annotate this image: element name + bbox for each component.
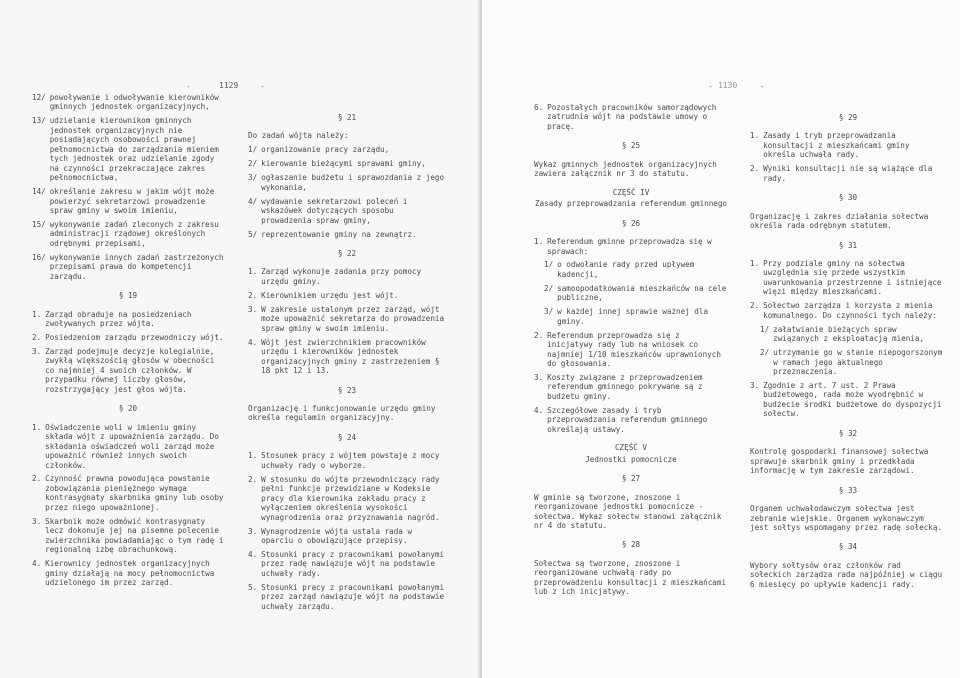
item-number: 1. bbox=[248, 451, 258, 461]
item-text: wykonywanie zadań zleconych z zakresu administracji rządowej określonych odrębnymi przepisami, bbox=[49, 219, 219, 248]
item-text: Stosunki pracy z pracownikami powołanymi przez radę nawiązuje wójt na podstawie uchwały rady. bbox=[261, 549, 445, 578]
item-number: 1. bbox=[32, 422, 42, 432]
item-number: 1. bbox=[248, 267, 258, 277]
text-column-2 bbox=[750, 103, 946, 594]
section-marker: § 30 bbox=[838, 193, 858, 203]
page-dash-left: - bbox=[708, 82, 713, 91]
list-item bbox=[750, 164, 946, 183]
item-text: Kierownikiem urzędu jest wójt. bbox=[261, 290, 399, 300]
section-marker: § 33 bbox=[838, 485, 858, 495]
item-text: W zakresie ustalonym przez zarząd, wójt może upoważnić sekretarza do prowadzenia spraw gminy w swoim imieniu. bbox=[261, 304, 445, 333]
list-item bbox=[248, 197, 446, 225]
list-item bbox=[534, 373, 728, 401]
part-subheading: Jednostki pomocnicze bbox=[585, 454, 677, 464]
list-item bbox=[248, 291, 446, 300]
list-item bbox=[32, 517, 224, 555]
item-number: 2. bbox=[248, 290, 258, 300]
list-subitem bbox=[544, 307, 728, 326]
section-marker: § 25 bbox=[621, 141, 641, 151]
item-text: Kierownicy jednostek organizacyjnych gminy działają na mocy pełnomocnictwa udzielonego im przez zarząd. bbox=[45, 559, 215, 587]
item-text: o odwołanie rady przed upływem kadencji, bbox=[557, 260, 695, 279]
part-subheading: Zasady przeprowadzania referendum gminnego bbox=[534, 199, 728, 209]
item-number: 4. bbox=[534, 405, 544, 415]
item-text: w każdej innej sprawie ważnej dla gminy. bbox=[557, 307, 709, 326]
list-item bbox=[248, 159, 446, 168]
section-marker: § 27 bbox=[621, 474, 641, 484]
item-text: Zarząd obraduje na posiedzeniach zwoływanych przez wójta. bbox=[45, 309, 192, 329]
list-item bbox=[248, 173, 446, 192]
list-item bbox=[32, 559, 224, 587]
page-dash-left: - bbox=[186, 82, 191, 91]
paragraph: Kontrolę gospodarki finansowej sołectwa sprawuje skarbnik gminy i przedkłada informację w tym zakresie zarządowi. bbox=[750, 447, 929, 476]
item-text: powoływanie i odwoływanie kierowników gminnych jednostek organizacyjnych, bbox=[49, 93, 219, 112]
item-number: 4. bbox=[248, 337, 258, 347]
paragraph: W gminie są tworzone, znoszone i reorganizowane jednostki pomocnicze - sołectwa. Wykaz sołectw stanowi załącznik nr 4 do statutu. bbox=[534, 492, 722, 530]
item-text: Szczegółowe zasady i tryb przeprowadzania referendum gminnego określają ustawy. bbox=[547, 405, 708, 434]
item-number: 14/ bbox=[32, 187, 46, 197]
item-text: ogłaszanie budżetu i sprawozdania z jego wykonania, bbox=[261, 173, 445, 192]
item-text: Pozostałych pracowników samorządowych zatrudnia wójt na podstawie umowy o pracę. bbox=[547, 103, 717, 131]
item-number: 1. bbox=[750, 131, 760, 141]
paragraph: Wykaz gminnych jednostek organizacyjnych zawiera załącznik nr 3 do statutu. bbox=[534, 159, 717, 179]
list-item bbox=[750, 381, 946, 419]
text-column-1 bbox=[32, 93, 224, 592]
paragraph: Do zadań wójta należy: bbox=[248, 131, 349, 141]
text-column-1 bbox=[534, 103, 728, 601]
paragraph: Organem uchwałodawczym sołectwa jest zebranie wiejskie. Organem wykonawczym jest sołtys wspomagany przez radę sołecką. bbox=[750, 504, 943, 532]
list-item bbox=[750, 131, 946, 159]
list-item bbox=[248, 267, 446, 286]
item-number: 3/ bbox=[248, 173, 258, 183]
item-number: 5. bbox=[248, 582, 258, 592]
item-number: 2. bbox=[750, 164, 760, 174]
item-text: Referendum przeprowadza się z inicjatywy rady lub na wniosek co najmniej 1/10 mieszkańców uprawnionych do głosowania. bbox=[547, 330, 721, 369]
list-item bbox=[32, 187, 224, 215]
list-item bbox=[534, 237, 728, 256]
text-column-2 bbox=[248, 103, 446, 616]
item-text: reprezentowanie gminy na zewnątrz. bbox=[261, 229, 417, 239]
section-marker: § 23 bbox=[337, 385, 357, 395]
list-item bbox=[248, 527, 446, 546]
list-item bbox=[32, 474, 224, 512]
section-marker: § 19 bbox=[118, 291, 138, 301]
list-item bbox=[534, 331, 728, 369]
item-number: 1/ bbox=[248, 145, 258, 155]
item-text: samoopodatkowania mieszkańców na cele publiczne, bbox=[557, 283, 727, 303]
list-item bbox=[32, 310, 224, 329]
item-number: 2/ bbox=[544, 283, 554, 293]
section-marker: § 28 bbox=[621, 540, 641, 550]
item-text: organizowanie pracy zarządu, bbox=[261, 145, 390, 155]
item-text: Posiedzeniom zarządu przewodniczy wójt. bbox=[45, 333, 224, 343]
part-heading: CZĘŚĆ IV bbox=[612, 187, 650, 197]
page-number: 1129 bbox=[219, 81, 239, 90]
list-item bbox=[248, 230, 446, 239]
item-text: Skarbnik może odmówić kontrasygnaty lecz dokonuje jej na pisemne polecenie zwierzchnika powiadamiając o tym radę i regionalną izbę obrachunkową. bbox=[45, 516, 224, 555]
section-marker: § 22 bbox=[337, 249, 357, 259]
item-text: Zgodnie z art. 7 ust. 2 Prawa budżetowego, rada może wyodrębnić w budżecie środki budżetowe do dyspozycji sołectw. bbox=[763, 381, 942, 419]
item-text: Zasady i tryb przeprowadzania konsultacji z mieszkańcami gminy określa uchwała rady. bbox=[763, 131, 910, 160]
item-number: 13/ bbox=[32, 116, 46, 126]
page-dash-right: - bbox=[760, 82, 765, 91]
item-number: 3. bbox=[534, 373, 544, 383]
item-number: 3. bbox=[750, 381, 760, 391]
list-item bbox=[32, 116, 224, 182]
item-number: 2/ bbox=[760, 348, 770, 358]
section-marker: § 21 bbox=[337, 113, 357, 122]
item-number: 1. bbox=[750, 259, 760, 269]
paragraph: Organizację i funkcjonowanie urzędu gminy określa regulamin organizacyjny. bbox=[248, 403, 436, 423]
part-heading: CZĘŚĆ V bbox=[614, 443, 647, 453]
item-number: 2. bbox=[750, 301, 760, 311]
list-item bbox=[248, 305, 446, 333]
item-text: kierowanie bieżącymi sprawami gminy, bbox=[261, 159, 426, 169]
item-number: 3. bbox=[248, 304, 258, 314]
item-number: 1/ bbox=[544, 260, 554, 270]
right-page bbox=[482, 0, 960, 678]
item-number: 2. bbox=[32, 474, 42, 484]
section-marker: § 26 bbox=[621, 218, 641, 228]
item-text: określanie zakresu w jakim wójt może powierzyć sekretarzowi prowadzenie spraw gminy w swoim imieniu, bbox=[49, 187, 215, 215]
item-text: wydawanie sekretarzowi poleceń i wskazówek dotyczących sposobu prowadzenia spraw gminy, bbox=[261, 196, 408, 225]
list-item bbox=[32, 93, 224, 112]
item-text: Stosunek pracy z wójtem powstaje z mocy uchwały rady o wyborze. bbox=[261, 451, 440, 470]
list-subitem bbox=[760, 325, 946, 344]
item-number: 1. bbox=[534, 237, 544, 247]
section-marker: § 20 bbox=[118, 404, 138, 414]
item-text: Stosunki pracy z pracownikami powołanymi przez zarząd nawiązuje wójt na podstawie uchwały zarządu. bbox=[261, 582, 445, 611]
item-text: udzielanie kierownikom gminnych jednostek organizacyjnych nie posiadających osobowości prawnej pełnomocnictwa do zarządzania mieniem tych jednostek oraz udzielanie zgody na czynności przekraczające zakres pełnomocnictwa, bbox=[49, 116, 219, 183]
list-item bbox=[248, 338, 446, 376]
list-item bbox=[750, 301, 946, 320]
section-marker: § 29 bbox=[838, 113, 858, 122]
item-text: Czynność prawna powodująca powstanie zobowiązania pieniężnego wymaga kontrasygnaty skarbnika gminy lub osoby przez niego upoważnionej. bbox=[45, 474, 224, 512]
item-number: 2. bbox=[534, 330, 544, 340]
list-item bbox=[248, 451, 446, 470]
item-number: 4. bbox=[248, 549, 258, 559]
item-text: Przy podziale gminy na sołectwa uwzględnia się przede wszystkim uwarunkowania przestrzenne i istniejące więzi między mieszkańcami. bbox=[763, 259, 942, 297]
item-number: 2/ bbox=[248, 159, 258, 169]
page-dash-right: - bbox=[260, 82, 265, 91]
section-marker: § 32 bbox=[838, 428, 858, 438]
item-text: Wyniki konsultacji nie są wiążące dla rady. bbox=[763, 164, 933, 183]
item-number: 1. bbox=[32, 309, 42, 319]
list-item bbox=[32, 253, 224, 281]
section-marker: § 31 bbox=[838, 240, 858, 250]
item-number: 16/ bbox=[32, 252, 46, 262]
list-item bbox=[248, 475, 446, 522]
list-item bbox=[248, 583, 446, 611]
paragraph: Organizację i zakres działania sołectwa określa rada odrębnym statutem. bbox=[750, 211, 929, 231]
item-text: Zarząd podejmuje decyzje kolegialnie, zwykłą większością głosów w obecności co najmniej 4 swoich członków. W przypadku równej liczby głosów, rozstrzygający jest głos wójta. bbox=[45, 346, 215, 394]
item-number: 6. bbox=[534, 103, 544, 112]
item-text: załatwianie bieżących spraw związanych z eksploatacją mienia, bbox=[773, 324, 925, 344]
list-subitem bbox=[760, 348, 946, 376]
list-item bbox=[32, 220, 224, 248]
item-text: Wójt jest zwierzchnikiem pracowników urzędu i kierowników jednostek organizacyjnych gminy z zastrzeżeniem § 18 pkt 12 i 13. bbox=[261, 337, 440, 376]
item-number: 2. bbox=[32, 333, 42, 343]
list-item bbox=[32, 347, 224, 394]
item-number: 4/ bbox=[248, 196, 258, 206]
section-marker: § 24 bbox=[337, 432, 357, 442]
page-number: 1130 bbox=[718, 81, 738, 90]
item-number: 1/ bbox=[760, 324, 770, 334]
item-text: utrzymanie go w stanie niepogorszonym w ramach jego aktualnego przeznaczenia. bbox=[773, 348, 943, 377]
item-number: 3. bbox=[248, 526, 258, 536]
item-text: wykonywanie innych zadań zastrzeżonych przepisami prawa do kompetencji zarządu. bbox=[49, 252, 224, 281]
item-text: Referendum gminne przeprowadza się w sprawach: bbox=[547, 237, 712, 256]
paragraph: Wybory sołtysów oraz członków rad sołeckich zarządza rada najpóźniej w ciągu 6 miesięcy po upływie kadencji rady. bbox=[750, 560, 943, 589]
item-text: Koszty związane z przeprowadzeniem referendum gminnego pokrywane są z budżetu gminy. bbox=[547, 373, 703, 401]
item-number: 12/ bbox=[32, 93, 46, 102]
item-text: Wynagrodzenie wójta ustala rada w oparciu o obowiązujące przepisy. bbox=[261, 526, 413, 545]
section-marker: § 34 bbox=[838, 542, 858, 552]
list-item bbox=[248, 145, 446, 154]
item-number: 3. bbox=[32, 346, 42, 356]
list-item bbox=[534, 103, 728, 131]
list-item bbox=[248, 550, 446, 578]
paragraph: Sołectwa są tworzone, znoszone i reorganizowane uchwałą rady po przeprowadzeniu konsultacji z mieszkańcami lub z ich inicjatywy. bbox=[534, 558, 727, 597]
item-number: 3. bbox=[32, 516, 42, 526]
item-text: Zarząd wykonuje zadania przy pomocy urzędu gminy. bbox=[261, 267, 422, 286]
item-text: Sołectwo zarządza i korzysta z mienia komunalnego. Do czynności tych należy: bbox=[763, 301, 937, 320]
list-item bbox=[32, 423, 224, 470]
list-item bbox=[750, 259, 946, 297]
item-number: 5/ bbox=[248, 229, 258, 239]
list-item bbox=[32, 333, 224, 342]
list-item bbox=[534, 406, 728, 434]
list-subitem bbox=[544, 284, 728, 303]
item-number: 2. bbox=[248, 474, 258, 484]
item-number: 4. bbox=[32, 559, 42, 569]
item-number: 15/ bbox=[32, 219, 46, 229]
item-text: W stosunku do wójta przewodniczący rady pełni funkcje przewidziane w Kodeksie pracy dla kierownika zakładu pracy z wyłączeniem określenia wysokości wynagrodzenia oraz przyznawania nagród. bbox=[261, 474, 440, 522]
list-subitem bbox=[544, 260, 728, 279]
item-number: 3/ bbox=[544, 307, 554, 317]
item-text: Oświadczenie woli w imieniu gminy składa wójt z upoważnienia zarządu. Do składania oświadczeń woli zarząd może upoważnić również innych swoich członków. bbox=[45, 422, 219, 470]
